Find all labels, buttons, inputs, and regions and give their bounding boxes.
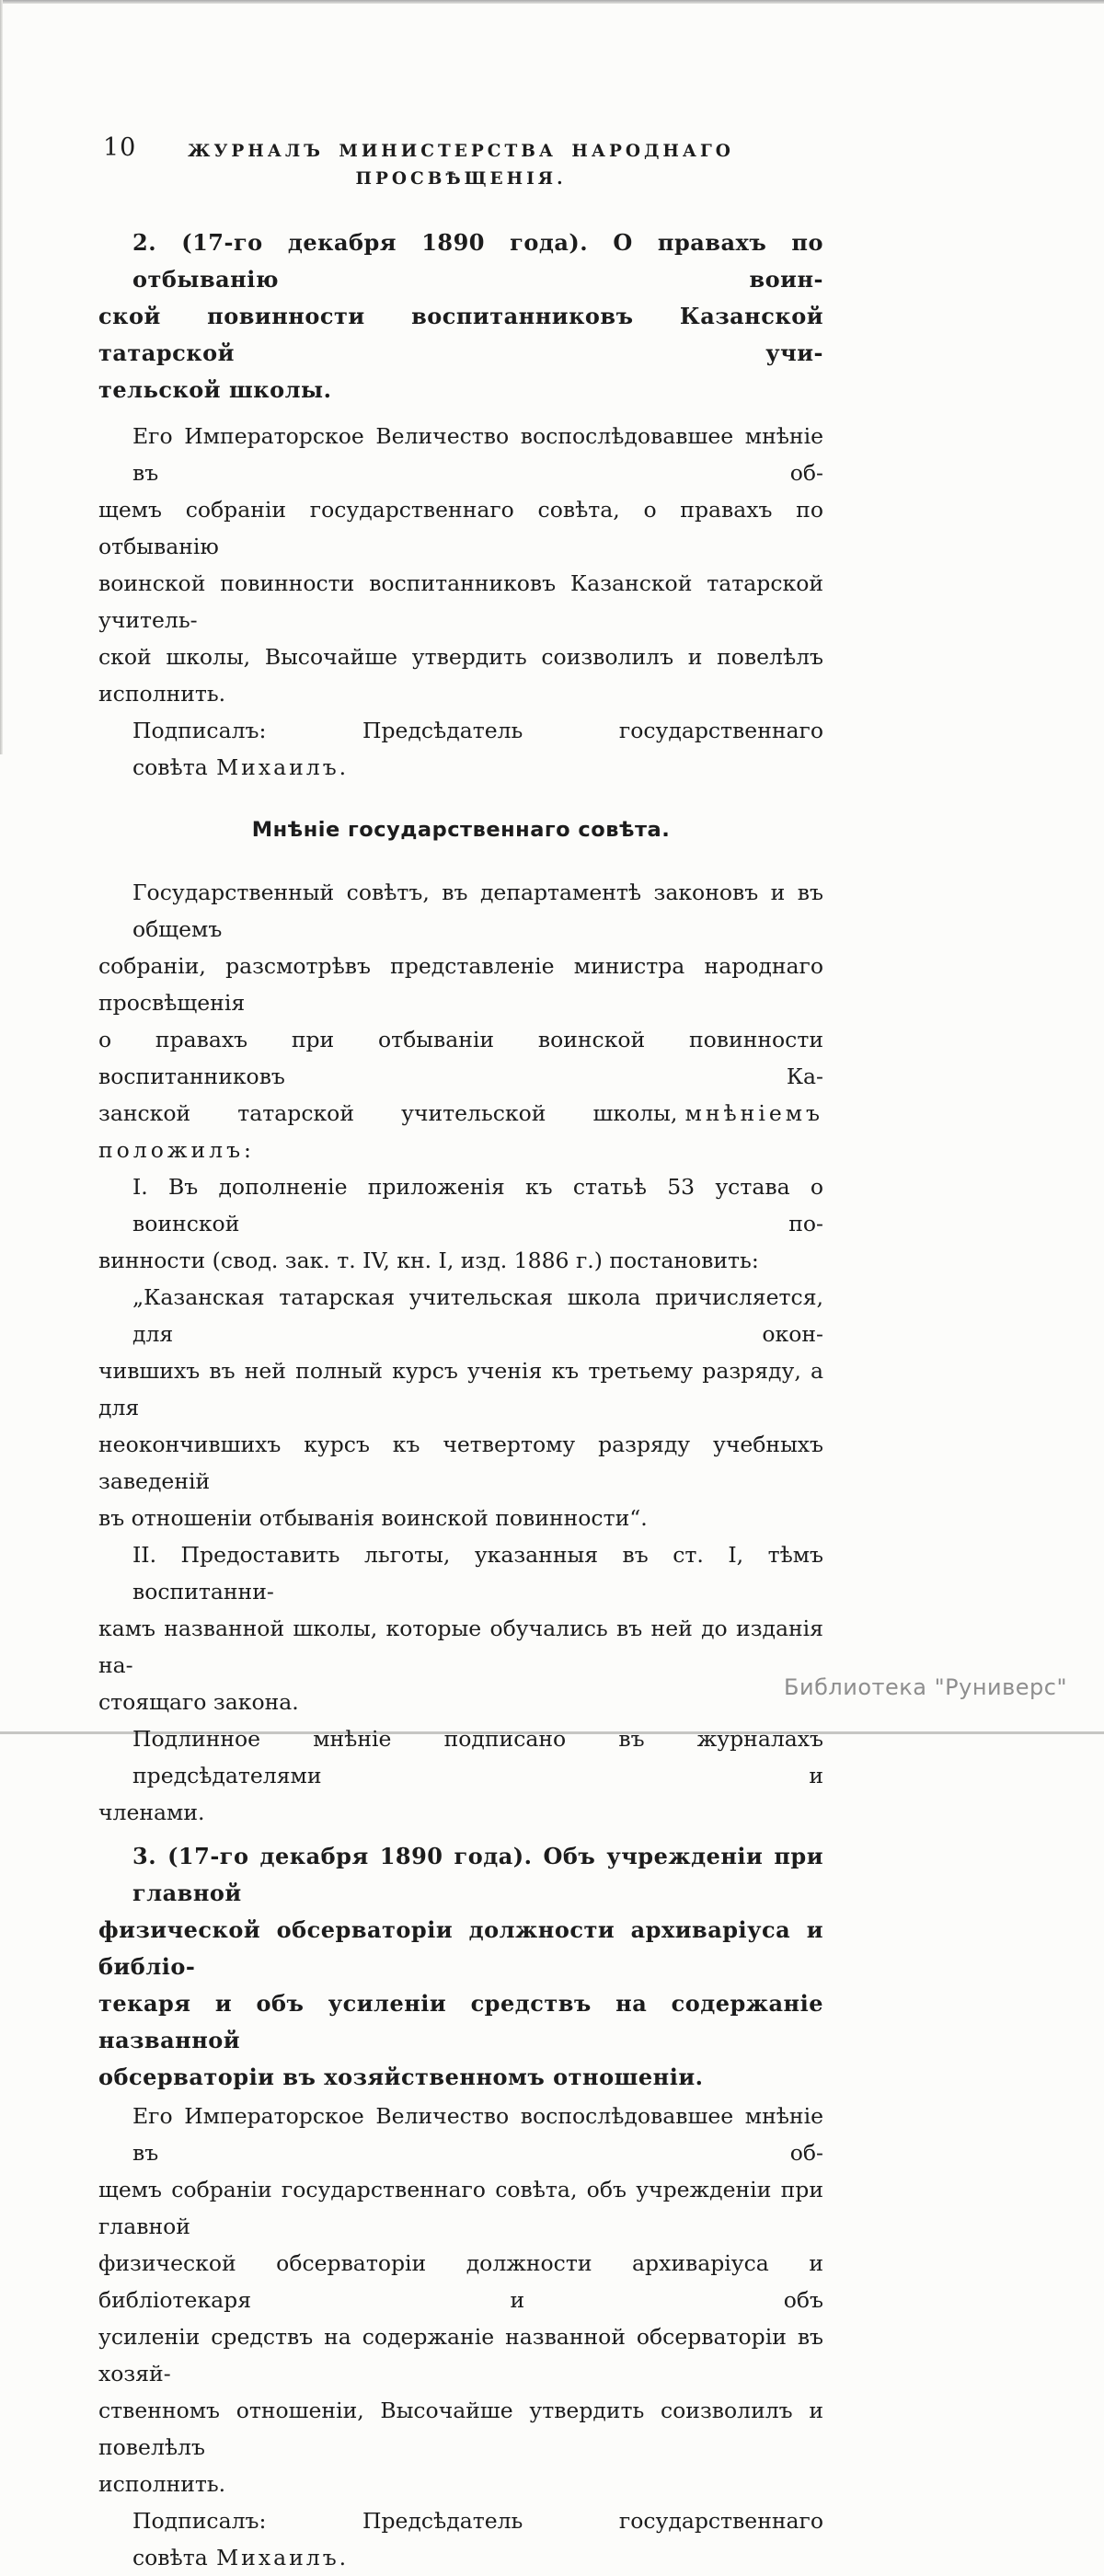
opinion-paragraph-1 — [98, 874, 823, 1168]
body-line: щемъ собраніи государственнаго совѣта, о правахъ по отбыванію — [98, 497, 823, 559]
opinion-quote-paragraph — [98, 1279, 823, 1536]
decree3-heading — [98, 1838, 823, 2096]
decree3-heading-line: физической обсерваторіи должности архиваріуса и библіо- — [98, 1916, 823, 1980]
emphasized-text: мнѣніемъ положилъ: — [98, 1100, 823, 1163]
body-line: винности (свод. зак. т. IV, кн. I, изд. 1886 г.) постановить: — [98, 1248, 759, 1273]
body-line: собраніи, разсмотрѣвъ представленіе министра народнаго просвѣщенія — [98, 953, 823, 1016]
decree3-body-paragraph — [98, 2098, 823, 2502]
body-line: Государственный совѣтъ, въ департаментѣ законовъ и въ общемъ — [132, 880, 823, 942]
body-line: щемъ собраніи государственнаго совѣта, объ учрежденіи при главной — [98, 2177, 823, 2239]
decree3-heading-line: текаря и объ усиленіи средствъ на содержаніе названной — [98, 1990, 823, 2053]
signature-name: Михаилъ. — [216, 2545, 350, 2570]
body-line: камъ названной школы, которые обучались въ ней до изданія на- — [98, 1616, 823, 1678]
body-line: II. Предоставить льготы, указанныя въ ст. I, тѣмъ воспитанни- — [132, 1542, 823, 1604]
decree2-heading-line: ской повинности воспитанниковъ Казанской татарской учи- — [98, 303, 823, 366]
body-line: исполнить. — [98, 2471, 226, 2497]
paragraph-text: занской татарской учительской школы, — [98, 1100, 678, 1126]
opinion-heading: Мнѣніе государственнаго совѣта. — [251, 818, 671, 842]
body-line: усиленіи средствъ на содержаніе названной обсерваторіи въ хозяй- — [98, 2324, 823, 2386]
body-line: членами. — [98, 1800, 205, 1825]
opinion-item-1 — [98, 1168, 823, 1279]
signature-prefix: Подписалъ: Предсѣдатель государственнаго совѣта — [132, 718, 823, 780]
running-title: ЖУРНАЛЪ МИНИСТЕРСТВА НАРОДНАГО ПРОСВѢЩЕНІЯ. — [188, 142, 734, 189]
page-number: 10 — [103, 133, 137, 162]
page-header — [98, 133, 823, 189]
body-line: ской школы, Высочайше утвердить соизволилъ и повелѣлъ исполнить. — [98, 644, 823, 707]
decree2-heading-line: 2. (17-го декабря 1890 года). О правахъ по отбыванію воин- — [132, 229, 823, 293]
body-line: „Казанская татарская учительская школа причисляется, для окон- — [132, 1284, 823, 1347]
signature-line — [98, 712, 823, 786]
body-line: физической обсерваторіи должности архиваріуса и библіотекаря и объ — [98, 2250, 823, 2313]
body-line: стоящаго закона. — [98, 1689, 299, 1715]
decree2-heading-line: тельской школы. — [98, 376, 332, 403]
body-line: воинской повинности воспитанниковъ Казанской татарской учитель- — [98, 570, 823, 633]
decree3-signature — [98, 2502, 823, 2576]
scan-edge-top — [0, 0, 1104, 4]
opinion-closing-paragraph — [98, 1720, 823, 1831]
signature-line — [98, 2502, 823, 2576]
body-line: о правахъ при отбываніи воинской повинности воспитанниковъ Ка- — [98, 1027, 823, 1089]
body-line — [98, 1095, 823, 1168]
body-line: Его Императорское Величество воспослѣдовавшее мнѣніе въ об- — [132, 2103, 823, 2166]
decree2-heading — [98, 224, 823, 408]
body-line: чившихъ въ ней полный курсъ ученія къ третьему разряду, а для — [98, 1358, 823, 1420]
library-watermark: Библиотека "Руниверс" — [784, 1674, 1067, 1700]
decree2-body-paragraph — [98, 418, 823, 712]
body-line: въ отношеніи отбыванія воинской повинности“. — [98, 1505, 648, 1531]
signature-prefix: Подписалъ: Предсѣдатель государственнаго совѣта — [132, 2508, 823, 2570]
scan-edge-left — [0, 0, 3, 754]
body-line: I. Въ дополненіе приложенія къ статьѣ 53 устава о воинской по- — [132, 1174, 823, 1236]
body-line: Подлинное мнѣніе подписано въ журналахъ предсѣдателями и — [132, 1726, 823, 1788]
body-line: неокончившихъ курсъ къ четвертому разряду учебныхъ заведеній — [98, 1432, 823, 1494]
decree3-heading-line: обсерваторіи въ хозяйственномъ отношеніи. — [98, 2064, 704, 2090]
body-line: ственномъ отношеніи, Высочайше утвердить соизволилъ и повелѣлъ — [98, 2398, 823, 2460]
signature-name: Михаилъ. — [216, 754, 350, 780]
decree2-signature — [98, 712, 823, 786]
decree3-heading-line: 3. (17-го декабря 1890 года). Объ учрежденіи при главной — [132, 1843, 823, 1906]
text-column — [98, 134, 823, 2576]
body-line: Его Императорское Величество воспослѣдовавшее мнѣніе въ об- — [132, 423, 823, 486]
